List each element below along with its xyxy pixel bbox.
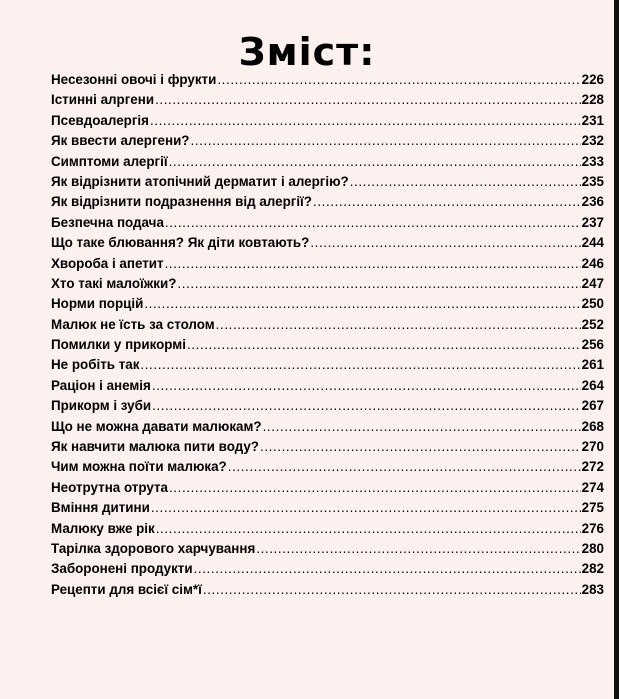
viewer-edge-bar — [614, 0, 619, 699]
toc-entry — [51, 541, 604, 561]
toc-dot-leader — [187, 337, 581, 352]
toc-dot-leader — [165, 256, 581, 271]
toc-entry — [51, 459, 604, 479]
toc-entry-title: Істинні алргени — [51, 92, 155, 108]
toc-entry-page: 237 — [581, 214, 604, 230]
toc-entry-title: Симптоми алергії — [51, 153, 168, 169]
toc-entry-page: 283 — [581, 581, 604, 597]
toc-entry-page: 236 — [581, 194, 604, 210]
toc-entry-title: Рецепти для всієї сім*ї — [51, 581, 202, 597]
toc-dot-leader — [217, 72, 580, 87]
toc-entry-page: 264 — [581, 377, 604, 393]
toc-entry — [51, 174, 604, 194]
toc-entry — [51, 256, 604, 276]
toc-dot-leader — [216, 317, 581, 332]
toc-entry — [51, 235, 604, 255]
toc-entry-title: Не робіть так — [51, 357, 140, 373]
toc-entry — [51, 480, 604, 500]
page-title: Зміст: — [238, 30, 376, 75]
toc-dot-leader — [155, 92, 581, 107]
toc-entry-title: Чим можна поїти малюка? — [51, 459, 227, 475]
toc-entry — [51, 521, 604, 541]
toc-entry — [51, 378, 604, 398]
toc-entry-page: 246 — [581, 255, 604, 271]
toc-entry-title: Як відрізнити атопічний дерматит і алергію? — [51, 173, 349, 189]
toc-entry-page: 235 — [581, 173, 604, 189]
toc-entry-page: 244 — [581, 235, 604, 251]
toc-entry — [51, 276, 604, 296]
toc-entry — [51, 337, 604, 357]
toc-dot-leader — [152, 398, 581, 413]
toc-entry-page: 256 — [581, 337, 604, 353]
toc-dot-leader — [194, 561, 581, 576]
toc-entry-page: 231 — [581, 112, 604, 128]
toc-entry — [51, 398, 604, 418]
toc-dot-leader — [203, 582, 581, 597]
toc-entry — [51, 133, 604, 153]
toc-entry-page: 268 — [581, 418, 604, 434]
toc-dot-leader — [313, 194, 581, 209]
toc-entry-title: Норми порцій — [51, 296, 144, 312]
toc-dot-leader — [350, 174, 581, 189]
toc-entry — [51, 296, 604, 316]
toc-entry — [51, 154, 604, 174]
toc-entry — [51, 357, 604, 377]
toc-entry — [51, 419, 604, 439]
toc-entry-page: 270 — [581, 439, 604, 455]
toc-entry-page: 226 — [581, 72, 604, 87]
toc-dot-leader — [165, 215, 581, 230]
toc-entry-page: 272 — [581, 459, 604, 475]
table-of-contents — [51, 72, 604, 602]
toc-entry — [51, 439, 604, 459]
toc-entry-title: Раціон і анемія — [51, 377, 151, 393]
toc-entry-page: 267 — [581, 398, 604, 414]
toc-dot-leader — [140, 357, 580, 372]
toc-dot-leader — [144, 296, 580, 311]
toc-dot-leader — [169, 480, 581, 495]
toc-entry-title: Псевдоалергія — [51, 112, 149, 128]
toc-entry-title: Малюк не їсть за столом — [51, 316, 215, 332]
toc-entry-title: Як ввести алергени? — [51, 133, 190, 149]
toc-dot-leader — [263, 419, 581, 434]
toc-dot-leader — [228, 459, 581, 474]
toc-entry — [51, 500, 604, 520]
toc-entry-title: Хто такі малоїжки? — [51, 275, 177, 291]
toc-entry — [51, 92, 604, 112]
toc-dot-leader — [191, 133, 581, 148]
toc-entry — [51, 317, 604, 337]
toc-entry-title: Як навчити малюка пити воду? — [51, 439, 259, 455]
toc-entry-title: Як відрізнити подразнення від алергії? — [51, 194, 312, 210]
toc-dot-leader — [156, 521, 581, 536]
toc-entry-title: Помилки у прикормі — [51, 337, 186, 353]
toc-dot-leader — [260, 439, 581, 454]
toc-entry-title: Вміння дитини — [51, 500, 150, 516]
toc-dot-leader — [169, 154, 581, 169]
toc-entry — [51, 72, 604, 92]
toc-entry — [51, 561, 604, 581]
toc-entry-title: Прикорм і зуби — [51, 398, 152, 414]
toc-dot-leader — [177, 276, 580, 291]
toc-entry-title: Малюку вже рік — [51, 520, 155, 536]
toc-entry — [51, 215, 604, 235]
toc-entry — [51, 582, 604, 602]
toc-dot-leader — [256, 541, 580, 556]
toc-entry-title: Що не можна давати малюкам? — [51, 418, 262, 434]
toc-entry-page: 280 — [581, 540, 604, 556]
toc-entry-page: 274 — [581, 479, 604, 495]
toc-dot-leader — [150, 113, 581, 128]
toc-entry-page: 252 — [581, 316, 604, 332]
toc-entry-title: Що таке блювання? Як діти ковтають? — [51, 235, 310, 251]
toc-entry-title: Тарілка здорового харчування — [51, 540, 256, 556]
toc-dot-leader — [151, 500, 581, 515]
toc-entry-title: Заборонені продукти — [51, 561, 193, 577]
toc-entry-page: 282 — [581, 561, 604, 577]
toc-entry-title: Несезонні овочі і фрукти — [51, 72, 217, 87]
toc-entry-title: Неотрутна отрута — [51, 479, 168, 495]
toc-dot-leader — [152, 378, 581, 393]
toc-entry-page: 233 — [581, 153, 604, 169]
toc-entry-page: 276 — [581, 520, 604, 536]
toc-dot-leader — [310, 235, 580, 250]
toc-entry-page: 247 — [581, 275, 604, 291]
toc-entry-page: 275 — [581, 500, 604, 516]
toc-entry-page: 250 — [581, 296, 604, 312]
toc-entry-page: 228 — [581, 92, 604, 108]
toc-entry — [51, 194, 604, 214]
toc-entry-page: 232 — [581, 133, 604, 149]
toc-entry — [51, 113, 604, 133]
toc-entry-page: 261 — [581, 357, 604, 373]
toc-entry-title: Безпечна подача — [51, 214, 164, 230]
toc-entry-title: Хвороба і апетит — [51, 255, 164, 271]
